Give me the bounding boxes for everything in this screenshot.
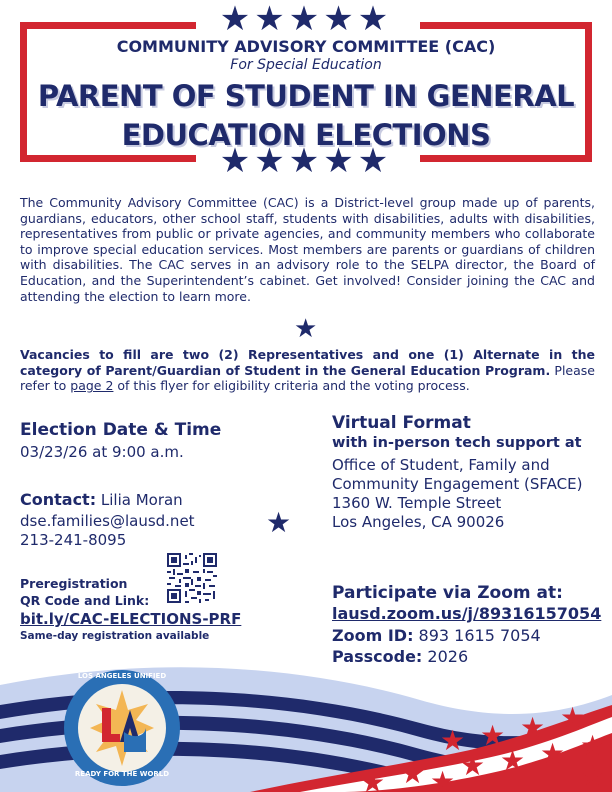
qr-code-icon[interactable]	[167, 553, 217, 603]
title-line-2: EDUCATION ELECTIONS	[121, 118, 491, 152]
svg-text:★: ★	[520, 711, 546, 744]
svg-text:★: ★	[360, 766, 386, 792]
svg-text:★: ★	[480, 719, 506, 752]
svg-text:★: ★	[430, 765, 456, 792]
svg-text:★: ★	[500, 744, 526, 777]
title-line-1: PARENT OF STUDENT IN GENERAL	[37, 79, 575, 113]
contact-phone: 213-241-8095	[20, 531, 127, 549]
prereg-link[interactable]: bit.ly/CAC-ELECTIONS-PRF	[20, 610, 242, 628]
svg-text:★: ★	[400, 757, 426, 790]
vacancies-bold: Vacancies to fill are two (2) Representatives and one (1) Alternate in the category of Parent/Guardian of Student in the General Education Program.	[20, 347, 595, 378]
election-heading: Election Date & Time	[20, 420, 222, 440]
virtual-subheading: with in-person tech support at	[332, 435, 582, 451]
org-name: COMMUNITY ADVISORY COMMITTEE (CAC)	[116, 37, 496, 56]
contact-label: Contact:	[20, 490, 97, 509]
org-subtitle: For Special Education	[230, 57, 382, 73]
zoom-id-label: Zoom ID:	[332, 626, 414, 645]
zoom-passcode-label: Passcode:	[332, 647, 423, 666]
svg-text:★: ★	[560, 701, 586, 734]
logo-top-text: LOS ANGELES UNIFIED	[77, 672, 167, 680]
contact-name: Lilia Moran	[96, 491, 183, 509]
svg-text:★: ★	[540, 737, 566, 770]
contact-email[interactable]: dse.families@lausd.net	[20, 512, 195, 530]
star-icon: ★	[266, 506, 292, 539]
office-line2: Community Engagement (SFACE)	[332, 475, 583, 493]
svg-text:★: ★	[580, 759, 606, 792]
svg-text:★: ★	[460, 749, 486, 782]
zoom-heading: Participate via Zoom at:	[332, 583, 563, 603]
svg-text:★: ★	[440, 724, 466, 757]
virtual-heading: Virtual Format	[332, 413, 471, 433]
contact-line	[20, 490, 183, 509]
star-icon: ★	[294, 314, 318, 344]
zoom-passcode-value: 2026	[422, 647, 469, 666]
zoom-link[interactable]: lausd.zoom.us/j/89316157054	[332, 604, 602, 623]
logo-bottom-text: READY FOR THE WORLD	[74, 770, 170, 778]
prereg-line2: QR Code and Link:	[20, 593, 150, 608]
page-title	[0, 77, 612, 155]
zoom-id	[332, 626, 541, 645]
office-street: 1360 W. Temple Street	[332, 494, 502, 512]
office-line1: Office of Student, Family and	[332, 456, 550, 474]
prereg-line1: Preregistration	[20, 576, 128, 591]
vacancies-text-2: of this flyer for eligibility criteria and the voting process.	[113, 378, 470, 394]
star-row-top-icon: ★★★★★	[219, 0, 393, 39]
star-row-bottom-icon: ★★★★★	[219, 141, 393, 181]
zoom-id-value: 893 1615 7054	[413, 626, 541, 645]
prereg-note: Same-day registration available	[20, 630, 210, 642]
office-city: Los Angeles, CA 90026	[332, 513, 505, 531]
vacancies-text: Please refer to	[20, 362, 595, 394]
svg-text:★: ★	[580, 729, 606, 762]
page-2-link[interactable]: page 2	[70, 378, 114, 394]
vacancies-paragraph	[20, 347, 595, 394]
election-datetime: 03/23/26 at 9:00 a.m.	[20, 443, 184, 461]
intro-paragraph: The Community Advisory Committee (CAC) is a District-level group made up of parents, guardians, educators, other school staff, students with disabilities, adults with disabilities, representatives from public or private agencies, and community members who collaborate to improve special education services. Most members are parents or guardians of children with disabilities. The CAC serves in an advisory role to the SELPA director, the Board of Education, and the Superintendent’s cabinet. Get involved! Consider joining the CAC and attending the election to learn more.	[20, 195, 595, 304]
